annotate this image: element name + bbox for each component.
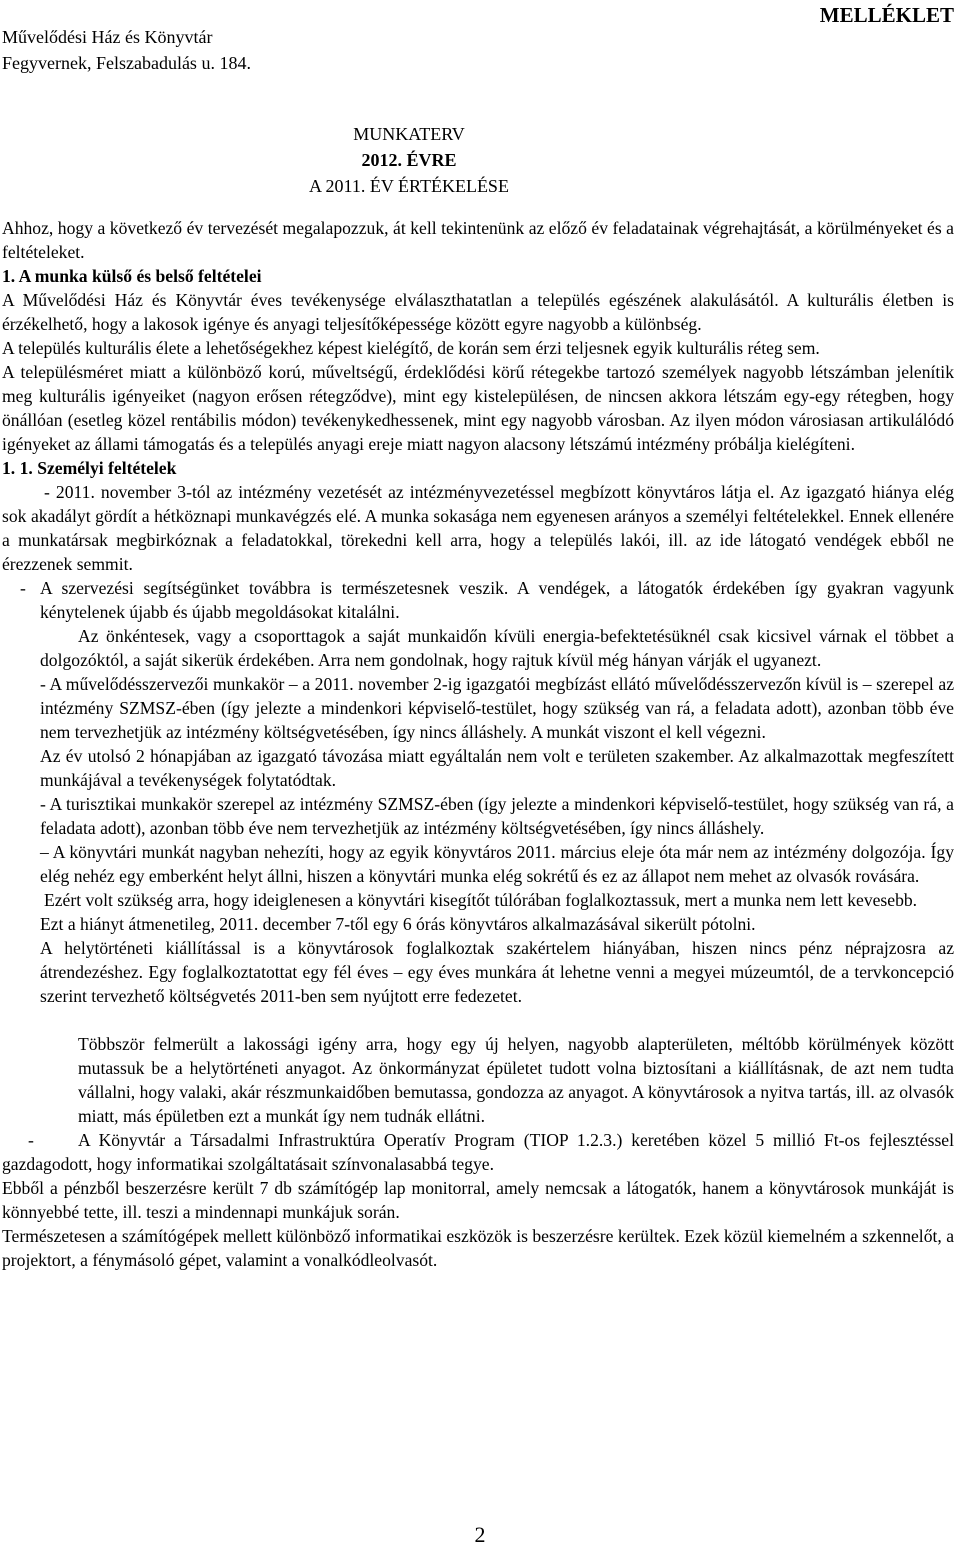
paragraph: Az önkéntesek, vagy a csoporttagok a saját munkaidőn kívüli energia-befektetésüknél csak kicsivel várnak el többet a dolgozóktól, a saját sikerük érdekében. Arra nem gondolnak, hogy rajtuk kívül még hányan várják el ugyanezt.: [40, 626, 954, 670]
document-title: [0, 121, 818, 199]
intro-paragraph: Ahhoz, hogy a következő év tervezését megalapozzuk, át kell tekintenünk az előző év feladatainak végrehajtását, a körülményeket és a feltételeket.: [2, 218, 954, 262]
paragraph: A helytörténeti kiállítással is a könyvtárosok foglalkoztak szakértelem hiányában, hiszen nincs pénz néprajzosra az átrendezéshez. Egy foglalkoztatottat egy fél éves – egy éves munkára át lehetne venni a megyei múzeumtól, de a tervkoncepció szerint tervezhető költségvetés 2011-ben sem nyújtott erre fedezetet.: [40, 938, 954, 1006]
paragraph: – A könyvtári munkát nagyban nehezíti, hogy az egyik könyvtáros 2011. március eleje óta már nem az intézmény dolgozója. Így elég nehéz egy emberként helyt állni, hiszen a könyvtári munka elég sokrétű és ez az állapot nem mehet az olvasók rovására.: [40, 842, 954, 886]
paragraph: Ezt a hiányt átmenetileg, 2011. december 7-től egy 6 órás könyvtáros alkalmazásával sikerült pótolni.: [40, 914, 756, 934]
annex-label: MELLÉKLET: [819, 3, 954, 27]
paragraph: - A turisztikai munkakör szerepel az intézmény SZMSZ-ében (így jelezte a mindenkori képviselő-testület, hogy szükség van rá, a feladata adott), azonban több éve nem tervezhetjük az intézmény költségvetésében, így nincs álláshely.: [40, 794, 954, 838]
paragraph: Többször felmerült a lakossági igény arra, hogy egy új helyen, nagyobb alapterületen, méltóbb körülmények között mutassuk be a helytörténeti anyagot. Az önkormányzat épületet tudott volna biztosítani a kiállításnak, de azt nem tudta vállalni, hogy valaki, akár részmunkaidőben bemutassa, gondozza az anyagot. A könyvtárosok a nyitva tartás, ill. az olvasók miatt, más épületben ezt a munkát így nem tudnák ellátni.: [78, 1034, 954, 1126]
organization-header: [2, 24, 251, 76]
title-line3: A 2011. ÉV ÉRTÉKELÉSE: [309, 176, 509, 196]
paragraph: - A művelődésszervezői munkakör – a 2011. november 2-ig igazgatói megbízást ellátó művelődésszervezőn kívül is – szerepel az intézmény SZMSZ-ében (így jelezte a mindenkori képviselő-testület, hogy szükség van rá, a feladata adott), azonban több éve nem tervezhetjük az intézmény költségvetésében, így nincs álláshely. A munkát viszont el kell végezni.: [40, 674, 954, 742]
document-body: [2, 216, 954, 1272]
blank-line: [2, 1008, 954, 1032]
org-address: Fegyvernek, Felszabadulás u. 184.: [2, 53, 251, 73]
list-item: - A szervezési segítségünket továbbra is természetesnek veszik. A vendégek, a látogatók érdekében így gyakran vagyunk kénytelenek újabb és újabb megoldásokat kitalálni.: [20, 578, 954, 622]
paragraph: Az év utolsó 2 hónapjában az igazgató távozása miatt egyáltalán nem volt e területen szakember. Az alkalmazottak megfeszített munkájával a tevékenységek folytatódtak.: [40, 746, 954, 790]
list-item-text: A Könyvtár a Társadalmi Infrastruktúra Operatív Program (TIOP 1.2.3.) keretében közel 5 millió Ft-os fejlesztéssel gazdagodott, hogy informatikai szolgáltatásait színvonalasabbá tegye.: [2, 1130, 954, 1174]
list-item-text: A szervezési segítségünket továbbra is természetesnek veszik. A vendégek, a látogatók érdekében így gyakran vagyunk kénytelenek újabb és újabb megoldásokat kitalálni.: [40, 578, 954, 622]
title-line2: 2012. ÉVRE: [361, 150, 457, 170]
paragraph: A településméret miatt a különböző korú, műveltségű, érdeklődési körű rétegekbe tartozó személyek nagyobb létszámban jelenítik meg kulturális igényeiket (nagyon erősen rétegződve), mint egy kistelepülésen, de nincsen akkora létszám egy-egy rétegben, hogy önállóan (esetleg közel rentábilis módon) tevékenykedhessenek, mint egy nagyobb városban. Az ilyen módon városiasan artikulálódó igényeket az állami támogatás és a település anyagi ereje miatt nagyon alacsony létszámú intézmény próbálja kielégíteni.: [2, 362, 954, 454]
paragraph: - 2011. november 3-tól az intézmény vezetését az intézményvezetéssel megbízott könyvtáros látja el. Az igazgató hiánya elég sok akadályt gördít a hétköznapi munkavégzés elé. A munka sokasága nem egyenesen arányos a személyi feltételekkel. Ennek ellenére a munkatársak megbirkóznak a feladatokkal, törekedni kell arra, hogy a település lakói, ill. az ide látogató vendégek ebből ne érezzenek semmit.: [2, 482, 954, 574]
paragraph: Ebből a pénzből beszerzésre került 7 db számítógép lap monitorral, amely nemcsak a látogatók, hanem a könyvtárosok munkáját is könnyebbé tette, ill. teszi a mindennapi munkájuk során.: [2, 1178, 954, 1222]
title-line1: MUNKATERV: [353, 124, 465, 144]
page-number: 2: [474, 1522, 486, 1547]
list-item: - A Könyvtár a Társadalmi Infrastruktúra Operatív Program (TIOP 1.2.3.) keretében közel 5 millió Ft-os fejlesztéssel gazdagodott, hogy informatikai szolgáltatásait színvonalasabbá tegye.: [2, 1130, 954, 1174]
paragraph: Ezért volt szükség arra, hogy ideiglenesen a könyvtári kisegítőt túlórában foglalkoztassuk, mert a munka nem lett kevesebb.: [44, 890, 918, 910]
paragraph: A Művelődési Ház és Könyvtár éves tevékenysége elválaszthatatlan a település egészének alakulásától. A kulturális életben is érzékelhető, hogy a lakosok igénye és anyagi teljesítőképessége között egyre nagyobb a különbség.: [2, 290, 954, 334]
section-heading-1: 1. A munka külső és belső feltételei: [2, 266, 262, 286]
org-name: Művelődési Ház és Könyvtár: [2, 27, 213, 47]
paragraph: A település kulturális élete a lehetőségekhez képest kielégítő, de korán sem érzi teljesnek egyik kulturális réteg sem.: [2, 338, 820, 358]
paragraph: Természetesen a számítógépek mellett különböző informatikai eszközök is beszerzésre kerültek. Ezek közül kiemelném a szkennelőt, a projektort, a fénymásoló gépet, valamint a vonalkódleolvasót.: [2, 1226, 954, 1270]
section-heading-1-1: 1. 1. Személyi feltételek: [2, 458, 177, 478]
